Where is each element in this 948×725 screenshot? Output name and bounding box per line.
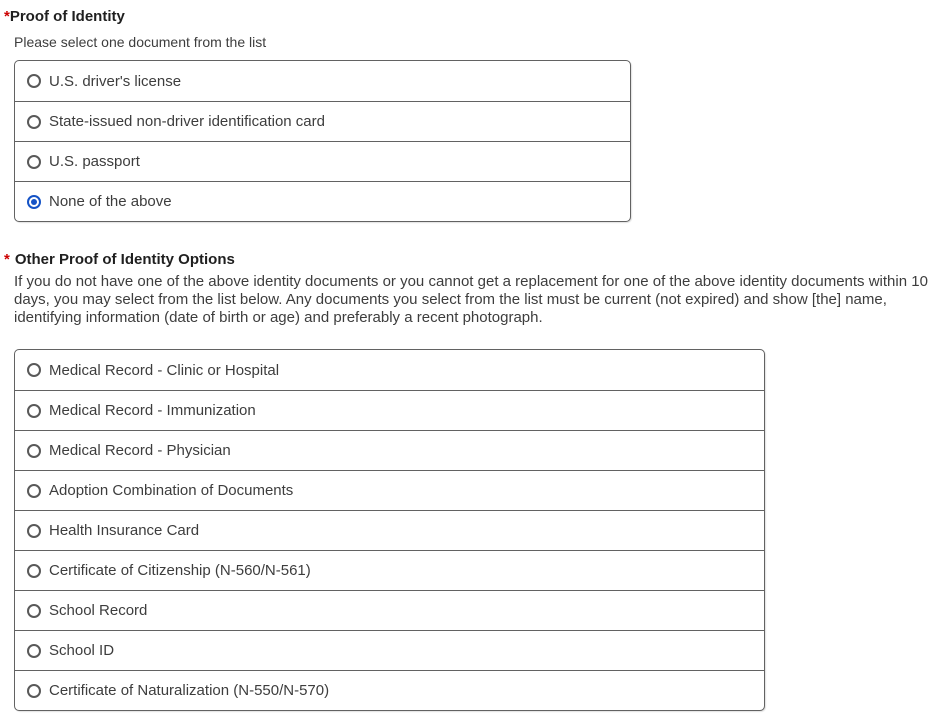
radio-option-row[interactable] bbox=[15, 390, 764, 430]
required-asterisk: * bbox=[4, 251, 10, 268]
other-proof-title: Other Proof of Identity Options bbox=[14, 251, 235, 268]
radio-option-label[interactable]: School Record bbox=[49, 602, 148, 619]
radio-button[interactable] bbox=[27, 444, 41, 458]
required-asterisk: * bbox=[4, 8, 10, 25]
radio-option-label[interactable]: Medical Record - Immunization bbox=[49, 402, 256, 419]
radio-option-label[interactable]: U.S. driver's license bbox=[49, 72, 182, 90]
radio-option-label[interactable]: Medical Record - Physician bbox=[49, 442, 231, 459]
radio-button[interactable] bbox=[27, 404, 41, 418]
radio-button[interactable] bbox=[27, 524, 41, 538]
radio-button[interactable] bbox=[27, 484, 41, 498]
radio-button[interactable] bbox=[27, 564, 41, 578]
radio-option-row[interactable] bbox=[15, 141, 630, 181]
radio-button[interactable] bbox=[27, 155, 41, 169]
radio-option-row[interactable] bbox=[15, 550, 764, 590]
radio-button[interactable] bbox=[27, 115, 41, 129]
proof-of-identity-subtitle: Please select one document from the list bbox=[14, 34, 267, 50]
radio-button[interactable] bbox=[27, 74, 41, 88]
radio-option-row[interactable] bbox=[15, 61, 630, 101]
radio-option-label[interactable]: Adoption Combination of Documents bbox=[49, 482, 294, 499]
proof-of-identity-radio-list bbox=[14, 60, 631, 222]
radio-option-label[interactable]: U.S. passport bbox=[49, 153, 140, 170]
radio-option-row[interactable] bbox=[15, 630, 764, 670]
radio-option-label[interactable]: Certificate of Citizenship (N-560/N-561) bbox=[49, 562, 311, 579]
proof-of-identity-header bbox=[4, 8, 948, 26]
radio-option-row[interactable] bbox=[15, 430, 764, 470]
radio-option-row[interactable] bbox=[15, 350, 764, 390]
radio-button[interactable] bbox=[27, 604, 41, 618]
radio-option-row[interactable] bbox=[15, 670, 764, 710]
radio-button[interactable] bbox=[27, 363, 41, 377]
radio-option-row[interactable] bbox=[15, 101, 630, 141]
radio-option-row[interactable] bbox=[15, 510, 764, 550]
other-proof-description: If you do not have one of the above identity documents or you cannot get a replacement for one of the above identity documents within 10 days, you may select from the list below. Any documents you select from the list must be current (not expired) and show [the] name, identifying information (date of birth or age) and preferably a recent photograph. bbox=[14, 273, 928, 326]
radio-button[interactable] bbox=[27, 195, 41, 209]
radio-button[interactable] bbox=[27, 644, 41, 658]
radio-option-label[interactable]: State-issued non-driver identification card bbox=[49, 113, 325, 130]
radio-option-row[interactable] bbox=[15, 181, 630, 221]
radio-option-label[interactable]: None of the above bbox=[49, 193, 172, 210]
other-proof-header bbox=[4, 251, 948, 269]
radio-option-label[interactable]: Medical Record - Clinic or Hospital bbox=[49, 361, 280, 379]
radio-option-row[interactable] bbox=[15, 590, 764, 630]
proof-of-identity-title: Proof of Identity bbox=[9, 8, 125, 25]
radio-option-label[interactable]: School ID bbox=[49, 642, 115, 659]
radio-option-label[interactable]: Certificate of Naturalization (N-550/N-570) bbox=[49, 682, 330, 699]
radio-button[interactable] bbox=[27, 684, 41, 698]
radio-option-row[interactable] bbox=[15, 470, 764, 510]
other-proof-radio-list bbox=[14, 349, 765, 711]
radio-option-label[interactable]: Health Insurance Card bbox=[49, 522, 200, 539]
